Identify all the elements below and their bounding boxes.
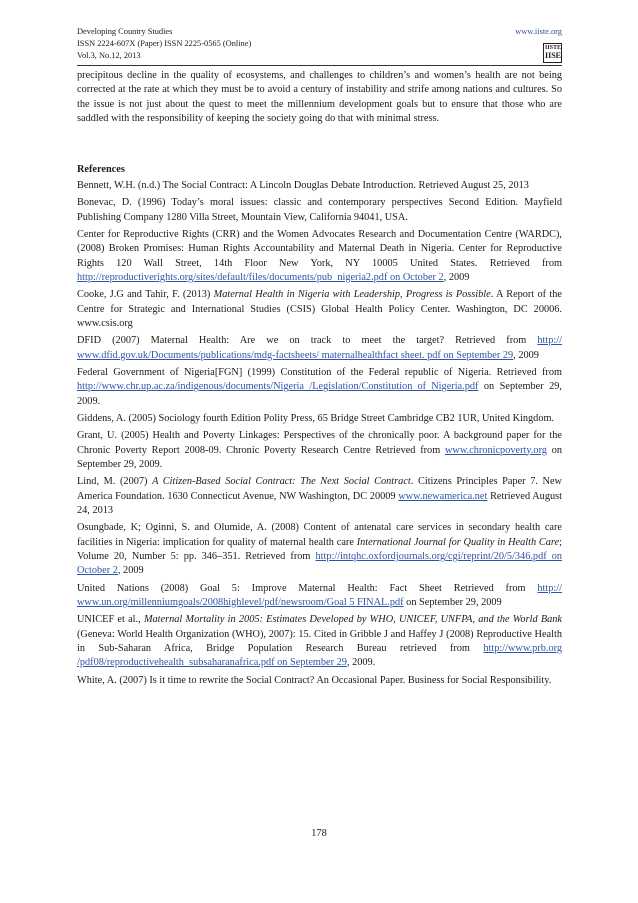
logo-text-top: IISTE xyxy=(545,45,562,51)
reference-text: White, A. (2007) Is it time to rewrite the Social Contract? An Occasional Paper. Business for Social Responsibility. xyxy=(77,674,552,686)
journal-url-link[interactable]: www.iiste.org xyxy=(515,27,562,36)
reference-title: A Citizen-Based Social Contract: The Next Social Contract xyxy=(152,476,411,488)
reference-text: DFID (2007) Maternal Health: Are we on track to meet the target? Retrieved from xyxy=(77,335,538,347)
reference-text: Retrieved August 24, 2013 xyxy=(77,490,562,516)
reference-link[interactable]: http://www.prb.org /pdf08/reproductivehealth_subsaharanafrica.pdf on September 29 xyxy=(77,642,562,669)
reference-text: , 2009 xyxy=(117,565,144,577)
reference-entry xyxy=(77,429,562,472)
journal-issn: ISSN 2224-607X (Paper) ISSN 2225-0565 (Online) xyxy=(77,39,252,48)
reference-text: Cooke, J.G and Tahir, F. (2013) xyxy=(77,289,214,301)
reference-text: ; Volume 20, Number 5: pp. 346–351. Retrieved from xyxy=(77,536,563,562)
reference-text: Grant, U. (2005) Health and Poverty Linkages: Perspectives of the chronically poor. A background paper for the Chronic Poverty Report 2008-09. Chronic Poverty Research Centre Retrieved from xyxy=(77,430,562,456)
reference-text: (Geneva: World Health Organization (WHO), 2007): 15. Cited in Gribble J and Haffey J (2008) Reproductive Health in Sub-Saharan Africa, Bridge Population Research Bureau retrieved from xyxy=(77,628,562,654)
reference-text: Giddens, A. (2005) Sociology fourth Edition Polity Press, 65 Bridge Street Cambridge CB2 1UR, United Kingdom. xyxy=(77,412,555,424)
reference-entry xyxy=(77,521,562,579)
reference-text: on September 29, 2009. xyxy=(77,381,562,407)
reference-entry xyxy=(77,288,562,331)
reference-entry xyxy=(77,613,562,671)
reference-text: Lind, M. (2007) xyxy=(77,476,153,488)
reference-text: , 2009. xyxy=(346,657,376,669)
journal-name: Developing Country Studies xyxy=(77,27,173,36)
reference-text: on September 29, 2009. xyxy=(77,444,563,470)
page-body xyxy=(77,69,562,691)
references-heading: References xyxy=(77,163,125,175)
header-divider xyxy=(77,65,562,66)
reference-text: Osungbade, K; Oginni, S. and Olumide, A. (2008) Content of antenatal care services in secondary health care facilities in Nigeria: implication for quality of maternal health care xyxy=(77,522,562,548)
logo-text-bottom: IISE xyxy=(545,51,562,60)
reference-text: , 2009 xyxy=(513,349,539,361)
reference-text: . Citizens Principles Paper 7. New America Foundation. 1630 Connecticut Avenue, NW Washington, DC 20009 xyxy=(77,476,562,502)
journal-info xyxy=(77,26,251,62)
iiste-logo xyxy=(543,43,562,63)
reference-entry xyxy=(77,366,562,409)
reference-link[interactable]: http:// www.un.org/millenniumgoals/2008highlevel/pdf/newsroom/Goal 5 FINAL.pdf xyxy=(77,582,562,608)
reference-text: Bennett, W.H. (n.d.) The Social Contract: A Lincoln Douglas Debate Introduction. Retrieved August 25, 2013 xyxy=(77,180,529,192)
reference-text: , 2009 xyxy=(443,272,470,284)
reference-text: UNICEF et al., xyxy=(77,614,144,626)
reference-text: Center for Reproductive Rights (CRR) and the Women Advocates Research and Documentation Centre (WARDC), (2008) Broken Promises: Human Rights Accountability and Maternal Death in Nigeria. Center for Reproductive Rights 120 Wall Street, 14th Floor New York, NY 10005 United States. Retrieved from xyxy=(77,228,562,269)
reference-entry xyxy=(77,179,562,193)
reference-entry xyxy=(77,475,562,518)
reference-link[interactable]: http://www.chr.up.ac.za/indigenous/documents/Nigeria /Legislation/Constitution_of_Nigeria.pdf xyxy=(77,381,479,393)
reference-entry xyxy=(77,334,562,363)
intro-paragraph: precipitous decline in the quality of ecosystems, and challenges to children’s and women’s health are not being corrected at the rate at which they must be to avoid a century of instability and strife among nations and cultures. So the issue is not just about the quest to meet the millennium development goals but to ensure that those who are saddled with the responsibility of keeping the society going do that with minimal stress. xyxy=(77,70,562,125)
reference-entry xyxy=(77,228,562,286)
reference-entry xyxy=(77,582,562,611)
reference-link[interactable]: http://reproductiverights.org/sites/default/files/documents/pub_nigeria2.pdf on October 2 xyxy=(77,272,444,284)
reference-link[interactable]: http://intqhc.oxfordjournals.org/cgi/reprint/20/5/346.pdf on October 2 xyxy=(77,550,562,577)
reference-text: Bonevac, D. (1996) Today’s moral issues: classic and contemporary perspectives Second Edition. Mayfield Publishing Company 1280 Villa Street, Mountain View, California 94041, USA. xyxy=(77,197,562,223)
reference-entry xyxy=(77,674,562,688)
reference-entry xyxy=(77,196,562,225)
reference-text: . A Report of the Centre for Strategic and International Studies (CSIS) Global Health Policy Center. Washington, DC 20006. www.csis.org xyxy=(77,289,562,330)
reference-text: United Nations (2008) Goal 5: Improve Maternal Health: Fact Sheet Retrieved from xyxy=(77,582,538,594)
page-number: 178 xyxy=(311,828,327,839)
reference-text: Federal Government of Nigeria[FGN] (1999) Constitution of the Federal republic of Nigeria. Retrieved from xyxy=(77,366,562,378)
journal-volume: Vol.3, No.12, 2013 xyxy=(77,51,141,60)
reference-link[interactable]: www.newamerica.net xyxy=(398,490,488,502)
reference-link[interactable]: http:// www.dfid.gov.uk/Documents/publications/mdg-factsheets/ maternalhealthfact sheet. pdf on September 29 xyxy=(77,335,562,361)
reference-list xyxy=(77,179,562,688)
reference-text: on September 29, 2009 xyxy=(403,596,502,608)
reference-link[interactable]: www.chronicpoverty.org xyxy=(444,444,547,456)
reference-title: Maternal Mortality in 2005: Estimates Developed by WHO, UNICEF, UNFPA, and the World Bank xyxy=(143,614,562,626)
reference-title: Maternal Health in Nigeria with Leadership, Progress is Possible xyxy=(213,289,491,301)
reference-title: International Journal for Quality in Health Care xyxy=(356,536,560,548)
reference-entry xyxy=(77,412,562,426)
